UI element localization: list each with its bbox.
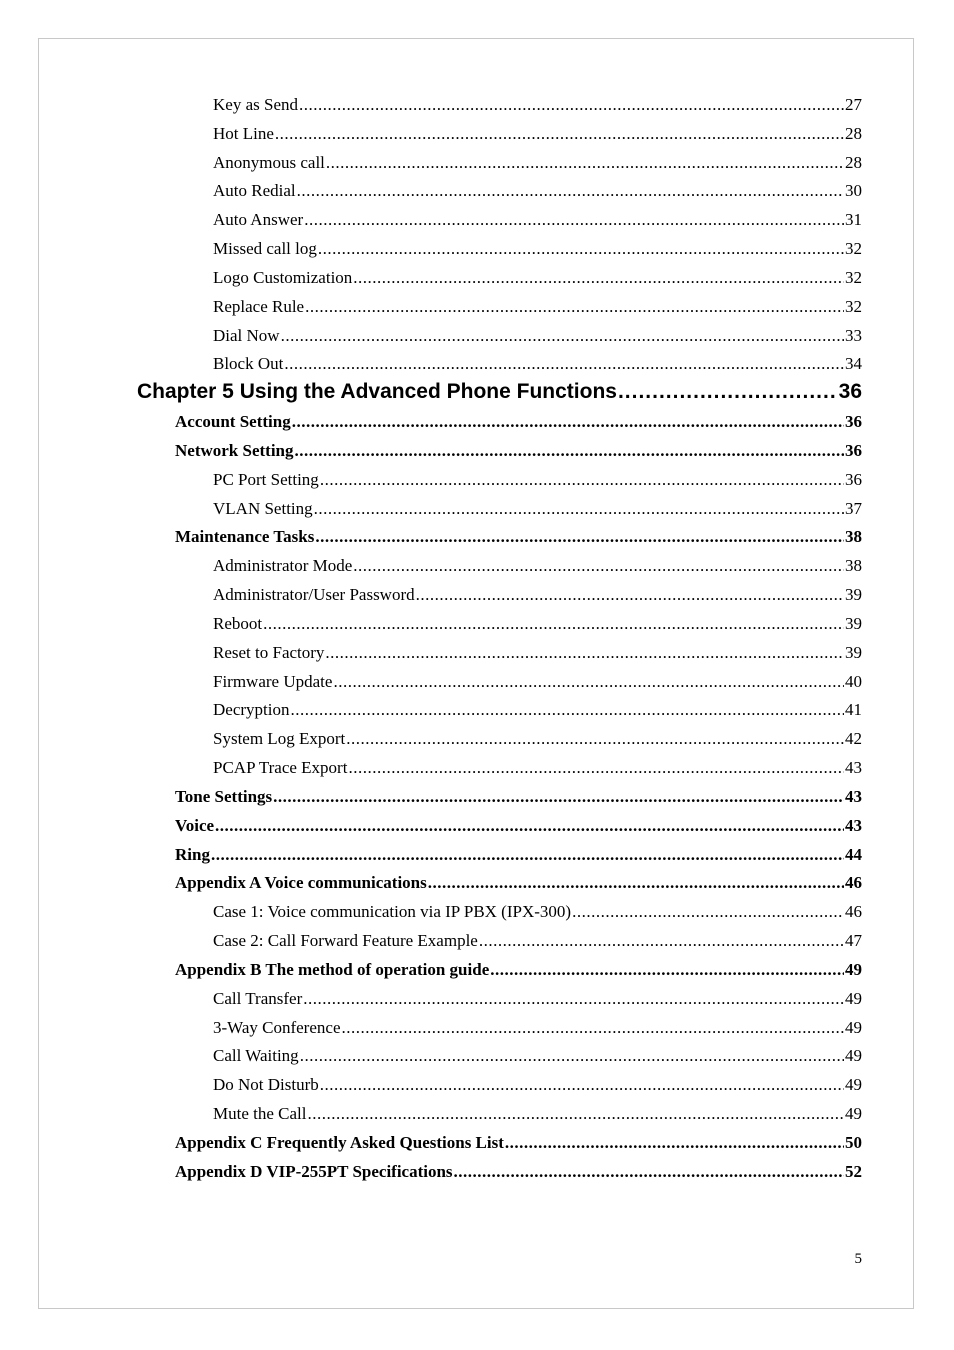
toc-entry-title: Administrator/User Password [213,585,415,605]
toc-entry-title: Firmware Update [213,671,333,691]
toc-section-entry[interactable] [175,812,862,841]
toc-entry-page: 40 [845,671,862,691]
toc-leader-dots [290,696,844,725]
toc-leader-dots [416,581,844,610]
toc-entry-page: 38 [845,556,862,576]
toc-leader-dots [304,206,844,235]
toc-subsection-entry[interactable] [213,120,862,149]
toc-leader-dots [572,898,844,927]
toc-entry-title: Appendix B The method of operation guide [175,959,490,979]
toc-entry-title: PC Port Setting [213,469,319,489]
toc-section-entry[interactable] [175,523,862,552]
toc-entry-title: Voice [175,815,215,835]
toc-entry-title: Reboot [213,613,263,633]
toc-section-entry[interactable] [175,783,862,812]
toc-entry-page: 36 [845,469,862,489]
toc-leader-dots [348,754,844,783]
toc-leader-dots [305,293,844,322]
toc-entry-page: 31 [845,210,862,230]
toc-leader-dots [318,235,844,264]
toc-subsection-entry[interactable] [213,1042,862,1071]
toc-entry-page: 37 [845,498,862,518]
toc-section-entry[interactable] [175,1129,862,1158]
toc-entry-title: Appendix C Frequently Asked Questions List [175,1132,504,1152]
toc-subsection-entry[interactable] [213,322,862,351]
toc-entry-page: 49 [845,1104,862,1124]
toc-leader-dots [618,377,838,407]
toc-entry-title: VLAN Setting [213,498,313,518]
toc-entry-page: 49 [845,1046,862,1066]
toc-entry-page: 39 [845,613,862,633]
toc-entry-page: 32 [845,239,862,259]
toc-entry-title: Case 1: Voice communication via IP PBX (IPX-300) [213,902,572,922]
toc-leader-dots [303,985,844,1014]
toc-subsection-entry[interactable] [213,696,862,725]
toc-leader-dots [307,1100,844,1129]
toc-entry-title: Do Not Disturb [213,1075,319,1095]
toc-entry-page: 50 [845,1132,862,1152]
toc-subsection-entry[interactable] [213,235,862,264]
toc-subsection-entry[interactable] [213,149,862,178]
toc-entry-page: 27 [845,95,862,114]
toc-entry-title: Hot Line [213,123,274,143]
toc-entry-title: Ring [175,844,210,864]
toc-entry-title: Missed call log [213,239,317,259]
toc-section-entry[interactable] [175,956,862,985]
toc-entry-title: Logo Customization [213,267,353,287]
toc-entry-page: 28 [845,123,862,143]
toc-leader-dots [320,1071,844,1100]
toc-leader-dots [314,495,844,524]
toc-leader-dots [353,264,844,293]
toc-entry-title: Anonymous call [213,152,325,172]
toc-section-entry[interactable] [175,437,862,466]
toc-subsection-entry[interactable] [213,91,862,120]
toc-entry-title: 3-Way Conference [213,1017,341,1037]
toc-entry-page: 46 [845,902,862,922]
toc-entry-title: Auto Redial [213,181,296,201]
toc-entry-title: Call Transfer [213,988,303,1008]
toc-subsection-entry[interactable] [213,350,862,379]
toc-leader-dots [333,668,844,697]
toc-entry-page: 49 [845,1017,862,1037]
toc-entry-title: Call Waiting [213,1046,299,1066]
toc-subsection-entry[interactable] [213,610,862,639]
toc-entry-title: Chapter 5 Using the Advanced Phone Functions [137,380,617,404]
toc-entry-page: 52 [845,1161,862,1181]
toc-entry-page: 32 [845,267,862,287]
toc-section-entry[interactable] [175,1158,862,1187]
toc-subsection-entry[interactable] [213,1100,862,1129]
toc-leader-dots [263,610,844,639]
toc-leader-dots [505,1129,844,1158]
toc-entry-title: Account Setting [175,412,291,432]
toc-leader-dots [326,149,844,178]
toc-entry-page: 36 [845,412,862,432]
toc-entry-title: Block Out [213,354,284,374]
toc-subsection-entry[interactable] [213,552,862,581]
toc-entry-page: 36 [845,440,862,460]
toc-section-entry[interactable] [175,869,862,898]
toc-leader-dots [299,91,844,120]
toc-leader-dots [300,1042,844,1071]
toc-entry-page: 43 [845,758,862,778]
toc-leader-dots [292,408,844,437]
toc-leader-dots [353,552,844,581]
toc-subsection-entry[interactable] [213,495,862,524]
toc-entry-page: 42 [845,729,862,749]
toc-entry-page: 49 [845,959,862,979]
toc-entry-page: 43 [845,815,862,835]
toc-leader-dots [479,927,844,956]
toc-entry-title: Key as Send [213,95,298,114]
toc-entry-title: Auto Answer [213,210,304,230]
toc-leader-dots [297,177,844,206]
toc-leader-dots [428,869,844,898]
toc-leader-dots [325,639,844,668]
toc-entry-title: Administrator Mode [213,556,353,576]
toc-leader-dots [215,812,844,841]
toc-leader-dots [273,783,844,812]
toc-entry-page: 49 [845,1075,862,1095]
toc-entry-title: Dial Now [213,325,280,345]
toc-entry-page: 36 [838,380,862,404]
toc-subsection-entry[interactable] [213,293,862,322]
toc-section-entry[interactable] [175,408,862,437]
toc-entry-page: 39 [845,642,862,662]
toc-leader-dots [211,841,844,870]
toc-leader-dots [275,120,844,149]
toc-leader-dots [341,1014,844,1043]
toc-entry-page: 41 [845,700,862,720]
toc-subsection-entry[interactable] [213,264,862,293]
toc-entry-page: 46 [845,873,862,893]
toc-entry-title: System Log Export [213,729,346,749]
toc-leader-dots [320,466,844,495]
toc-leader-dots [490,956,844,985]
toc-entry-title: Appendix A Voice communications [175,873,427,893]
toc-subsection-entry[interactable] [213,754,862,783]
toc-entry-title: Appendix D VIP-255PT Specifications [175,1161,453,1181]
toc-entry-page: 33 [845,325,862,345]
toc-entry-title: Reset to Factory [213,642,325,662]
toc-entry-title: PCAP Trace Export [213,758,348,778]
toc-subsection-entry[interactable] [213,1014,862,1043]
toc-subsection-entry[interactable] [213,639,862,668]
toc-entry-title: Replace Rule [213,296,305,316]
toc-subsection-entry[interactable] [213,725,862,754]
toc-entry-title: Network Setting [175,440,294,460]
toc-entry-page: 34 [845,354,862,374]
toc-entry-page: 32 [845,296,862,316]
toc-entry-page: 49 [845,988,862,1008]
toc-subsection-entry[interactable] [213,581,862,610]
toc-entry-page: 28 [845,152,862,172]
toc-subsection-entry[interactable] [213,985,862,1014]
toc-leader-dots [346,725,844,754]
toc-entry-page: 39 [845,585,862,605]
toc-subsection-entry[interactable] [213,177,862,206]
toc-entry-page: 44 [845,844,862,864]
toc-entry-page: 43 [845,786,862,806]
toc-chapter-entry[interactable] [137,377,862,407]
toc-entry-page: 30 [845,181,862,201]
toc-leader-dots [284,350,844,379]
toc-entry-title: Decryption [213,700,290,720]
toc-leader-dots [315,523,844,552]
toc-subsection-entry[interactable] [213,668,862,697]
toc-entry-title: Mute the Call [213,1104,307,1124]
toc-subsection-entry[interactable] [213,466,862,495]
toc-leader-dots [281,322,844,351]
toc-entry-page: 38 [845,527,862,547]
toc-subsection-entry[interactable] [213,898,862,927]
toc-entry-title: Case 2: Call Forward Feature Example [213,931,478,951]
page-number: 5 [854,1251,862,1267]
toc-section-entry[interactable] [175,841,862,870]
toc-subsection-entry[interactable] [213,206,862,235]
toc-entry-title: Maintenance Tasks [175,527,315,547]
toc-leader-dots [295,437,844,466]
toc-entry-page: 47 [845,931,862,951]
toc-leader-dots [454,1158,844,1187]
toc-subsection-entry[interactable] [213,927,862,956]
toc-entry-title: Tone Settings [175,786,273,806]
toc-subsection-entry[interactable] [213,1071,862,1100]
